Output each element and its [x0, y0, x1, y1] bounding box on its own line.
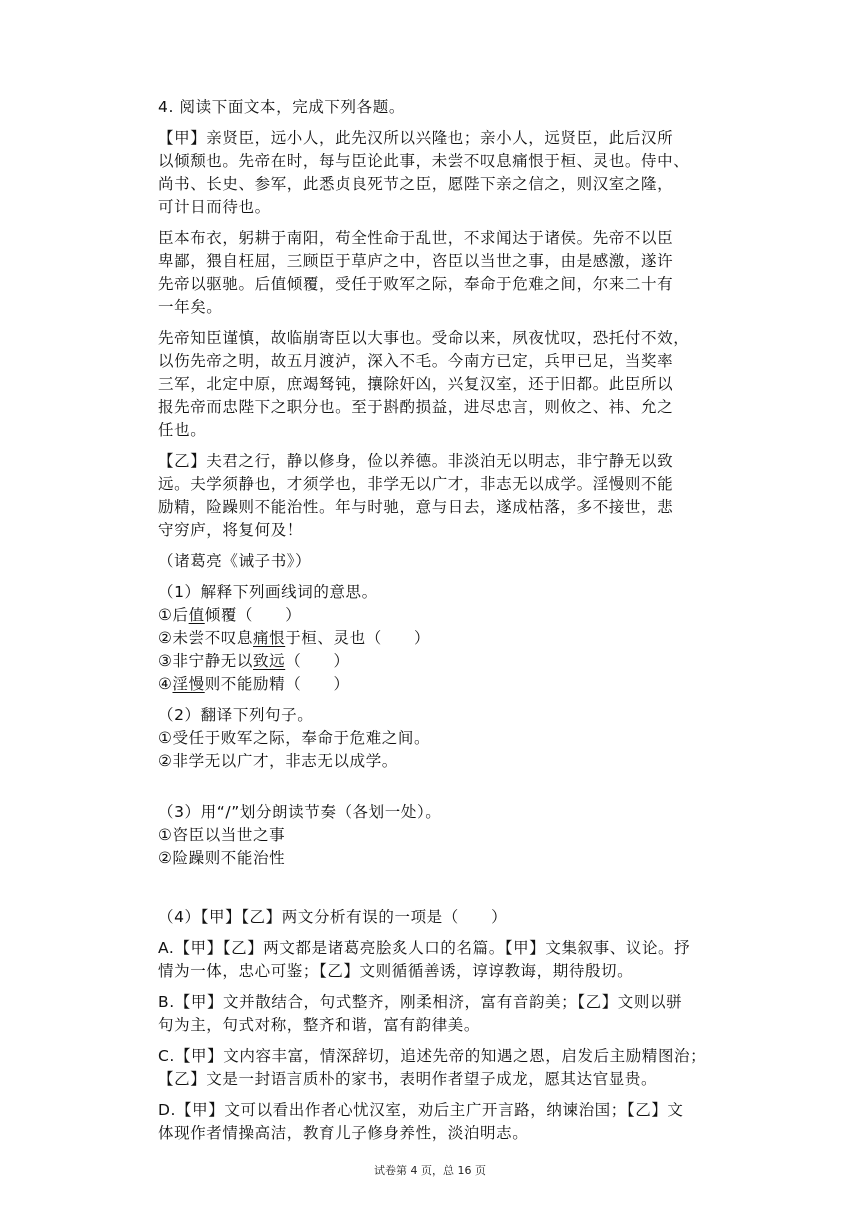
- text-line: C.【甲】文内容丰富，情深辞切，追述先帝的知遇之恩，启发后主励精图治；: [158, 1047, 707, 1065]
- question-3: [158, 801, 758, 870]
- option-d: [158, 1099, 758, 1145]
- text-line: 先帝知臣谨慎，故临崩寄臣以大事也。受命以来，夙夜忧叹，恐托付不效，: [158, 329, 690, 347]
- item-prefix: ④: [158, 675, 173, 693]
- text-line: 尚书、长史、参军，此悉贞良死节之臣，愿陛下亲之信之，则汉室之隆，: [158, 175, 674, 193]
- text-line: 【甲】亲贤臣，远小人，此先汉所以兴隆也；亲小人，远贤臣，此后汉所: [158, 129, 674, 147]
- question-1-title: （1）解释下列画线词的意思。: [158, 583, 378, 601]
- exam-page: [158, 96, 758, 1153]
- item-prefix: ③非宁静无以: [158, 652, 253, 670]
- item-suffix: 则不能励精（ ）: [204, 675, 350, 693]
- item-suffix: （ ）: [285, 652, 350, 670]
- text-line: 可计日而待也。: [158, 198, 271, 216]
- page-footer: 试卷第 4 页，总 16 页: [374, 1164, 486, 1177]
- question-2-item: ②非学无以广才，非志无以成学。: [158, 752, 398, 770]
- source-citation: （诸葛亮《诫子书》）: [158, 552, 312, 570]
- question-2: [158, 704, 758, 773]
- underlined-word: 值: [188, 606, 205, 624]
- text-line: 【乙】文是一封语言质朴的家书，表明作者望子成龙，愿其达官显贵。: [158, 1070, 658, 1088]
- question-1-item: [158, 650, 758, 673]
- passage-jia-p2: [158, 227, 758, 319]
- text-line: 守穷庐，将复何及！: [158, 521, 303, 539]
- question-4-title: （4）【甲】【乙】两文分析有误的一项是（ ）: [158, 908, 508, 926]
- passage-yi: [158, 450, 758, 542]
- text-line: 卑鄙，猥自枉屈，三顾臣于草庐之中，咨臣以当世之事，由是感激，遂许: [158, 252, 674, 270]
- item-prefix: ②未尝不叹息: [158, 629, 253, 647]
- question-1: [158, 581, 758, 696]
- question-2-item: ①受任于败军之际，奉命于危难之间。: [158, 729, 431, 747]
- text-line: B.【甲】文并散结合，句式整齐，刚柔相济，富有音韵美；【乙】文则以骈: [158, 993, 683, 1011]
- text-line: 先帝以驱驰。后值倾覆，受任于败军之际，奉命于危难之间，尔来二十有: [158, 275, 674, 293]
- text-line: 句为主，句式对称，整齐和谐，富有韵律美。: [158, 1016, 481, 1034]
- item-suffix: 于桓、灵也（ ）: [285, 629, 431, 647]
- answer-space: [158, 773, 758, 801]
- answer-space: [158, 870, 758, 906]
- question-1-item: [158, 627, 758, 650]
- underlined-word: 痛恨: [253, 629, 286, 647]
- question-2-title: （2）翻译下列句子。: [158, 706, 314, 724]
- text-line: 以倾颓也。先帝在时，每与臣论此事，未尝不叹息痛恨于桓、灵也。侍中、: [158, 152, 690, 170]
- text-line: 【乙】夫君之行，静以修身，俭以养德。非淡泊无以明志，非宁静无以致: [158, 452, 674, 470]
- text-line: 情为一体，忠心可鉴；【乙】文则循循善诱，谆谆教诲，期待殷切。: [158, 962, 634, 980]
- text-line: 报先帝而忠陛下之职分也。至于斟酌损益，进尽忠言，则攸之、祎、允之: [158, 398, 674, 416]
- text-line: 三军，北定中原，庶竭驽钝，攘除奸凶，兴复汉室，还于旧都。此臣所以: [158, 375, 674, 393]
- text-line: 励精，险躁则不能治性。年与时驰，意与日去，遂成枯落，多不接世，悲: [158, 498, 674, 516]
- passage-jia-p3: [158, 327, 758, 442]
- question-1-item: [158, 673, 758, 696]
- question-title: 4. 阅读下面文本，完成下列各题。: [158, 98, 405, 116]
- text-line: 体现作者情操高洁，教育儿子修身养性，淡泊明志。: [158, 1124, 529, 1142]
- text-line: 臣本布衣，躬耕于南阳，苟全性命于乱世，不求闻达于诸侯。先帝不以臣: [158, 229, 674, 247]
- text-line: A.【甲】【乙】两文都是诸葛亮脍炙人口的名篇。【甲】文集叙事、议论。抒: [158, 939, 691, 957]
- underlined-word: 淫慢: [172, 675, 205, 693]
- option-b: [158, 991, 758, 1037]
- item-suffix: 倾覆（ ）: [204, 606, 302, 624]
- option-a: [158, 937, 758, 983]
- question-3-title: （3）用“/”划分朗读节奏（各划一处）。: [158, 803, 442, 821]
- underlined-word: 致远: [253, 652, 286, 670]
- passage-jia-p1: [158, 127, 758, 219]
- question-4: [158, 906, 758, 1145]
- question-1-item: [158, 604, 758, 627]
- text-line: 一年矣。: [158, 298, 223, 316]
- text-line: 任也。: [158, 421, 207, 439]
- text-line: D.【甲】文可以看出作者心忧汉室，劝后主广开言路，纳谏治国；【乙】文: [158, 1101, 684, 1119]
- text-line: 以伤先帝之明，故五月渡泸，深入不毛。今南方已定，兵甲已足，当奖率: [158, 352, 674, 370]
- text-line: 远。夫学须静也，才须学也，非学无以广才，非志无以成学。淫慢则不能: [158, 475, 674, 493]
- option-c: [158, 1045, 758, 1091]
- item-prefix: ①后: [158, 606, 189, 624]
- question-3-item: ②险躁则不能治性: [158, 849, 286, 867]
- question-3-item: ①咨臣以当世之事: [158, 826, 286, 844]
